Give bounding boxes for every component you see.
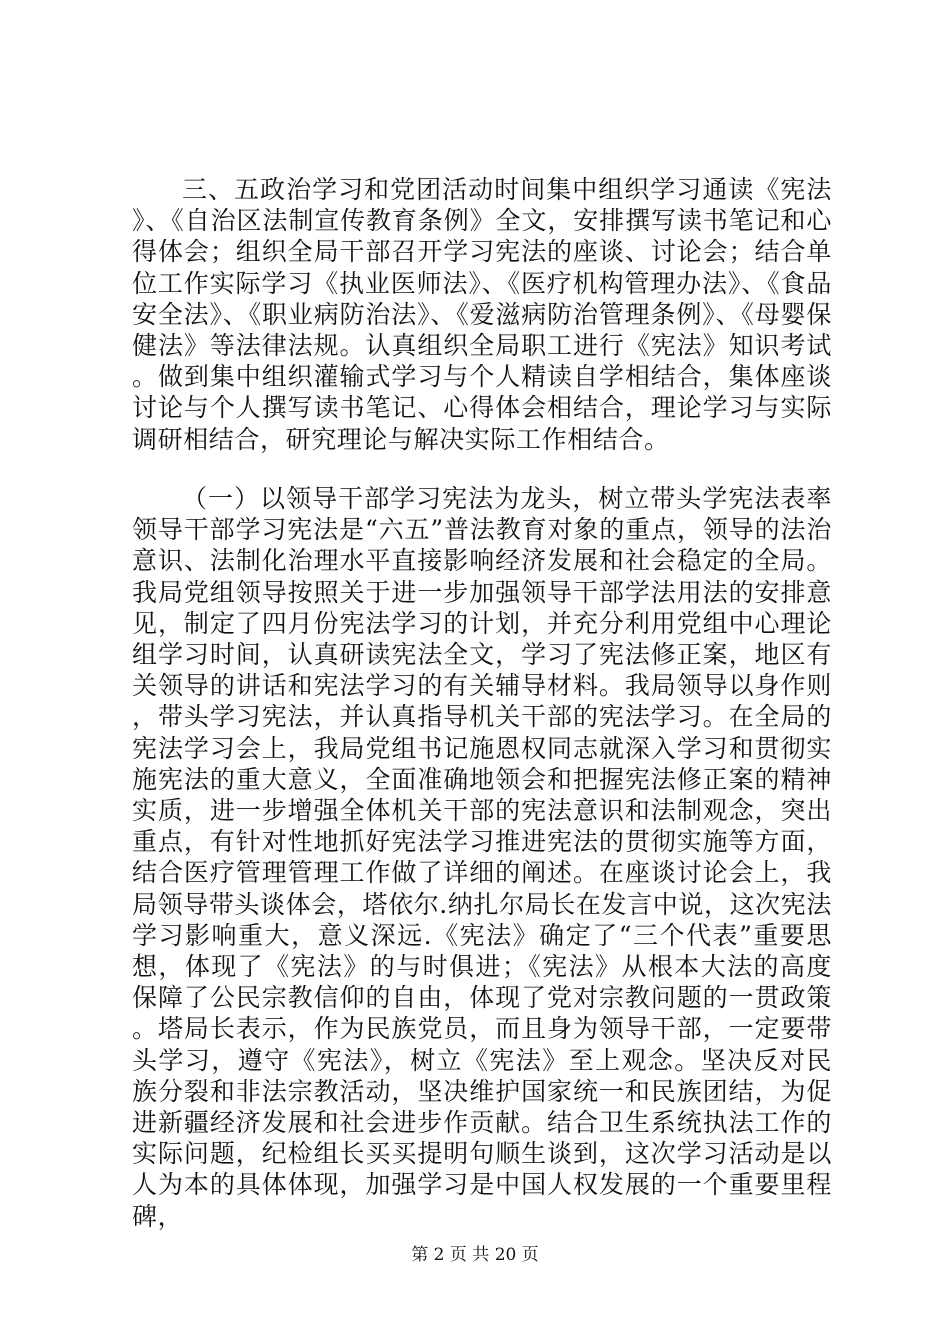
page-number-label: 第 2 页 共 20 页: [411, 1245, 539, 1265]
body-paragraph-2: （一）以领导干部学习宪法为龙头，树立带头学宪法表率领导干部学习宪法是“六五”普法教育对象的重点，领导的法治意识、法制化治理水平直接影响经济发展和社会稳定的全局。我局党组领导按照关于进一步加强领导干部学法用法的安排意见，制定了四月份宪法学习的计划，并充分利用党组中心理论组学习时间，认真研读宪法全文，学习了宪法修正案，地区有关领导的讲话和宪法学习的有关辅导材料。我局领导以身作则，带头学习宪法，并认真指导机关干部的宪法学习。在全局的宪法学习会上，我局党组书记施恩权同志就深入学习和贯彻实施宪法的重大意义，全面准确地领会和把握宪法修正案的精神实质，进一步增强全体机关干部的宪法意识和法制观念，突出重点，有针对性地抓好宪法学习推进宪法的贯彻实施等方面，结合医疗管理管理工作做了详细的阐述。在座谈讨论会上，我局领导带头谈体会，塔依尔.纳扎尔局长在发言中说，这次宪法学习影响重大，意义深远.《宪法》确定了“三个代表”重要思想，体现了《宪法》的与时俱进；《宪法》从根本大法的高度保障了公民宗教信仰的自由，体现了党对宗教问题的一贯政策。塔局长表示，作为民族党员，而且身为领导干部，一定要带头学习，遵守《宪法》，树立《宪法》至上观念。坚决反对民族分裂和非法宗教活动，坚决维护国家统一和民族团结，为促进新疆经济发展和社会进步作贡献。结合卫生系统执法工作的实际问题，纪检组长买买提明句顺生谈到，这次学习活动是以人为本的具体体现，加强学习是中国人权发展的一个重要里程碑，: [132, 484, 832, 1231]
body-paragraph-1: 三、五政治学习和党团活动时间集中组织学习通读《宪法》、《自治区法制宣传教育条例》全文，安排撰写读书笔记和心得体会；组织全局干部召开学习宪法的座谈、讨论会；结合单位工作实际学习《执业医师法》、《医疗机构管理办法》、《食品安全法》、《职业病防治法》、《爱滋病防治管理条例》、《母婴保健法》等法律法规。认真组织全局职工进行《宪法》知识考试。做到集中组织灌输式学习与个人精读自学相结合，集体座谈讨论与个人撰写读书笔记、心得体会相结合，理论学习与实际调研相结合，研究理论与解决实际工作相结合。: [132, 175, 832, 454]
page-footer: [0, 1240, 950, 1265]
